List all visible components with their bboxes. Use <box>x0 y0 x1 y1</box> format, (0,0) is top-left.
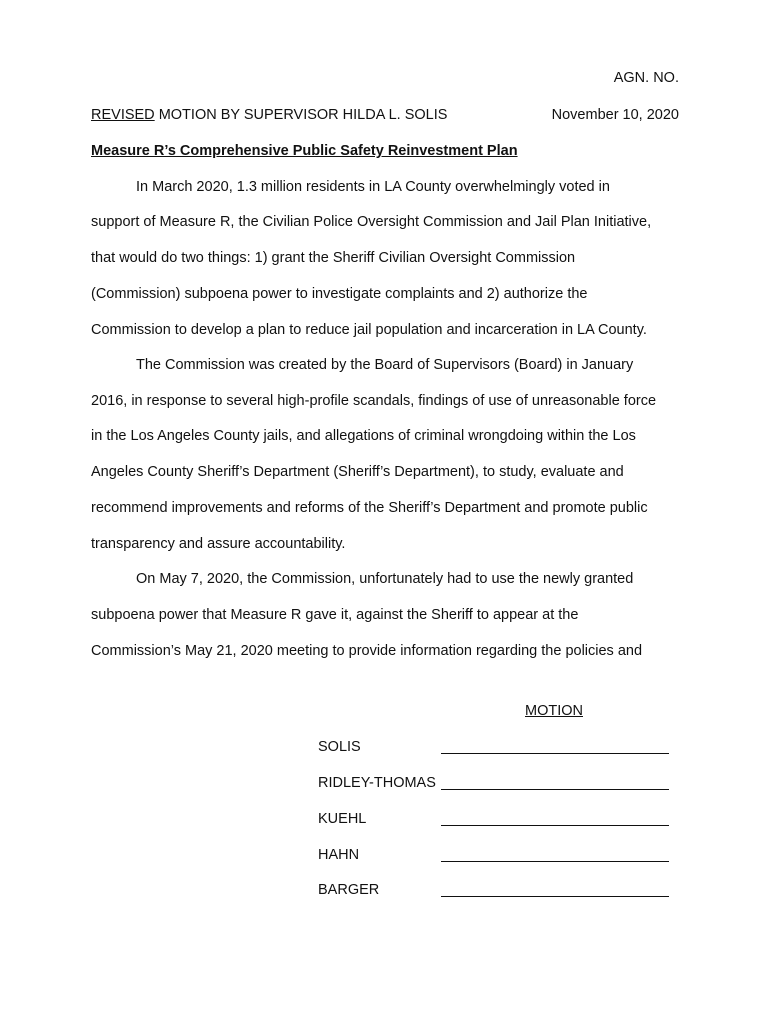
paragraph-line: recommend improvements and reforms of the Sheriff’s Department and promote public <box>91 500 648 516</box>
paragraph-line: 2016, in response to several high-profile scandals, findings of use of unreasonable force <box>91 393 657 409</box>
motion-header <box>91 107 447 123</box>
vote-signature-line <box>441 896 669 897</box>
paragraph-line: support of Measure R, the Civilian Police Oversight Commission and Jail Plan Initiative, <box>91 214 652 230</box>
document-title: Measure R’s Comprehensive Public Safety Reinvestment Plan <box>91 143 518 159</box>
vote-signature-line <box>441 753 669 754</box>
supervisor-name-solis: SOLIS <box>318 739 361 755</box>
paragraph-line: The Commission was created by the Board of Supervisors (Board) in January <box>136 357 634 373</box>
paragraph-line: Commission to develop a plan to reduce jail population and incarceration in LA County. <box>91 322 647 338</box>
supervisor-name-barger: BARGER <box>318 882 380 898</box>
motion-date: November 10, 2020 <box>551 107 679 123</box>
supervisor-name-hahn: HAHN <box>318 847 360 863</box>
vote-signature-line <box>441 789 669 790</box>
paragraph-line: Angeles County Sheriff’s Department (Sheriff’s Department), to study, evaluate and <box>91 464 624 480</box>
supervisor-name-ridley-thomas: RIDLEY-THOMAS <box>318 775 436 791</box>
paragraph-line: that would do two things: 1) grant the Sheriff Civilian Oversight Commission <box>91 250 576 266</box>
vote-signature-line <box>441 861 669 862</box>
motion-by-text: MOTION BY SUPERVISOR HILDA L. SOLIS <box>154 107 448 123</box>
paragraph-line: in the Los Angeles County jails, and allegations of criminal wrongdoing within the Los <box>91 428 636 444</box>
agenda-number-label: AGN. NO. <box>613 70 679 86</box>
revised-label: REVISED <box>91 107 155 123</box>
paragraph-line: Commission’s May 21, 2020 meeting to provide information regarding the policies and <box>91 643 643 659</box>
paragraph-line: (Commission) subpoena power to investigate complaints and 2) authorize the <box>91 286 588 302</box>
supervisor-name-kuehl: KUEHL <box>318 811 367 827</box>
paragraph-line: In March 2020, 1.3 million residents in LA County overwhelmingly voted in <box>136 179 610 195</box>
vote-signature-line <box>441 825 669 826</box>
paragraph-line: On May 7, 2020, the Commission, unfortunately had to use the newly granted <box>136 571 634 587</box>
motion-title: MOTION <box>525 703 583 719</box>
paragraph-line: transparency and assure accountability. <box>91 536 346 552</box>
paragraph-line: subpoena power that Measure R gave it, against the Sheriff to appear at the <box>91 607 579 623</box>
